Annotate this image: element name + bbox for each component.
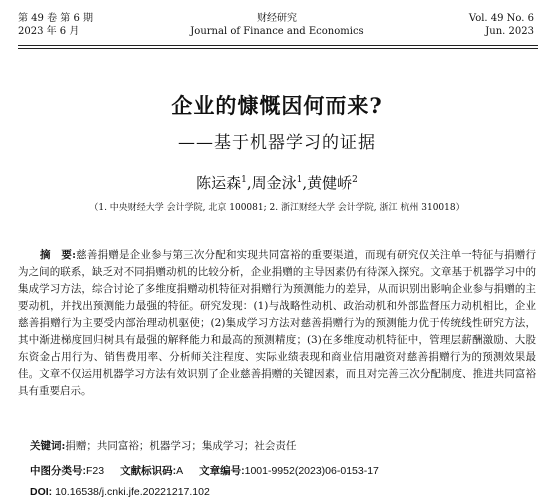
issue-date: 2023 年 6 月 <box>18 26 80 37</box>
author-affil-mark: 1 <box>296 175 303 185</box>
author-name: 黄健峤 <box>307 174 353 192</box>
keywords-text: 捐赠；共同富裕；机器学习；集成学习；社会责任 <box>65 440 297 452</box>
author-name: 周金泳 <box>251 174 297 192</box>
doi-label: DOI: <box>30 486 53 498</box>
doc-code-label: 文献标识码: <box>120 465 177 477</box>
doi-value[interactable]: 10.16538/j.cnki.jfe.20221217.102 <box>55 486 210 498</box>
paper-subtitle: ——基于机器学习的证据 <box>178 133 376 153</box>
author-name: 陈运森 <box>196 174 242 192</box>
header-rule-top <box>18 45 538 46</box>
doc-code-value: A <box>176 465 184 477</box>
journal-name-cn: 财经研究 <box>257 13 297 24</box>
author-separator: , <box>302 174 308 192</box>
affiliations: （1. 中央财经大学 会计学院, 北京 100081; 2. 浙江财经大学 会计学院, 浙江 杭州 310018） <box>89 203 465 213</box>
article-number-label: 文章编号: <box>199 465 245 477</box>
keywords-label: 关键词: <box>30 440 66 452</box>
author-affil-mark: 2 <box>352 175 358 185</box>
article-number-value: 1001-9952(2023)06-0153-17 <box>244 465 379 477</box>
clc-value: F23 <box>86 465 105 477</box>
author-list <box>0 172 554 193</box>
paper-title: 企业的慷慨因何而来? <box>171 93 383 118</box>
issue-date-en: Jun. 2023 <box>485 26 534 37</box>
doi-line <box>30 486 210 498</box>
journal-name-en: Journal of Finance and Economics <box>190 26 364 37</box>
keywords <box>30 438 296 453</box>
journal-issue-info-en <box>469 12 534 38</box>
abstract-label: 摘 要: <box>40 249 76 261</box>
author-affil-mark: 1 <box>241 175 247 185</box>
author-separator: , <box>246 174 252 192</box>
abstract-text: 慈善捐赠是企业参与第三次分配和实现共同富裕的重要渠道，而现有研究仅关注单一特征与捐赠行为之间的联系，缺乏对不同捐赠动机的比较分析，企业捐赠的主导因素仍有待深入探究。文章基于机器学习中的集成学习方法，综合讨论了多维度捐赠动机特征对捐赠行为预测能力的差异，从而识别出影响企业参与捐赠的主要动机，并找出预测能力最强的特征。研究发现：(1)与战略性动机、政治动机和外部监督压力动机相比，企业慈善捐赠行为主要受内部治理动机驱使；(2)集成学习方法对慈善捐赠行为的预测能力优于传统线性研究方法，其中渐进梯度回归树具有最强的解释能力和最高的预测精度；(3)在多维度动机特征中，管理层薪酬激励、大股东资金占用行为、销售费用率、分析师关注程度、实际业绩表现和商业信用融资对慈善捐赠行为的预测效果最佳。文章不仅运用机器学习方法有效识别了企业慈善捐赠的关键因素，而且对完善三次分配制度、推进共同富裕具有重要启示。 <box>18 249 536 397</box>
header-rule-bottom <box>18 48 538 49</box>
volume-issue: 第 49 卷 第 6 期 <box>18 13 93 24</box>
abstract <box>18 247 536 400</box>
classification-info <box>30 463 379 478</box>
volume-issue-en: Vol. 49 No. 6 <box>468 13 534 24</box>
clc-label: 中图分类号: <box>30 465 86 477</box>
